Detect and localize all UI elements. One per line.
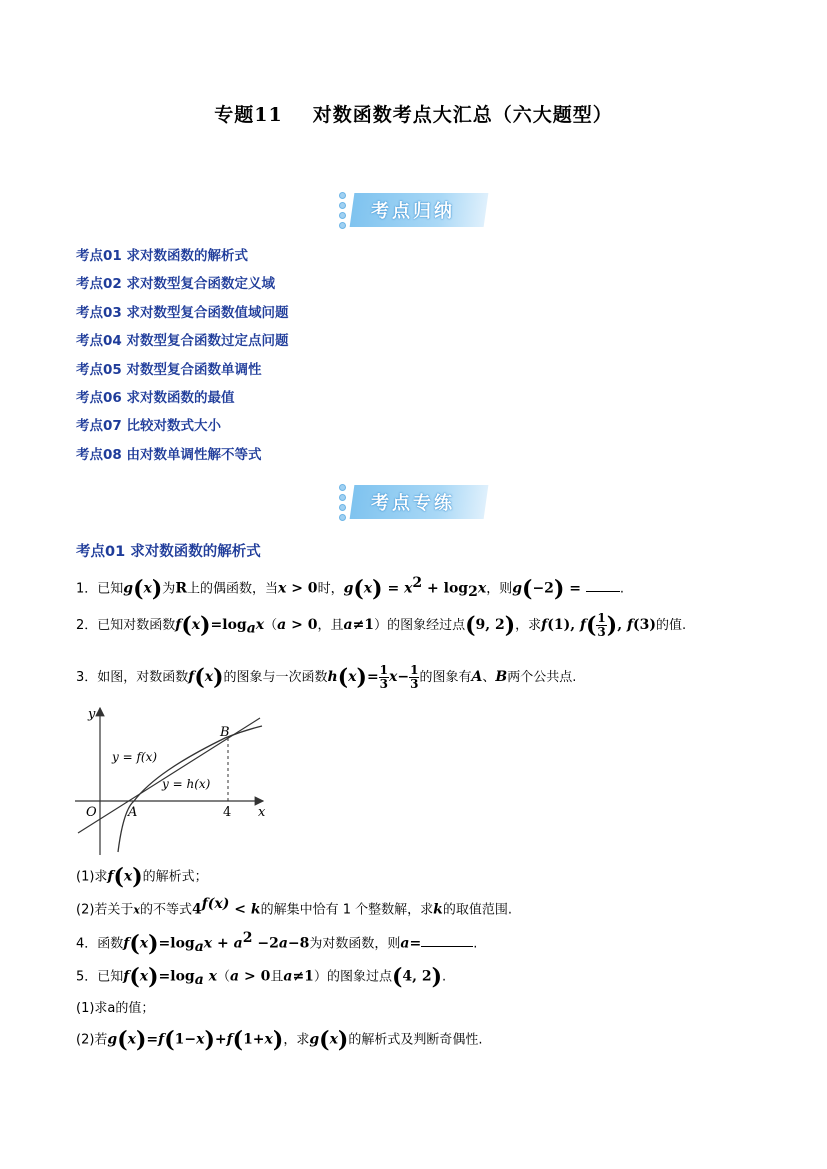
- toc-item[interactable]: 考点08 由对数单调性解不等式: [76, 446, 262, 463]
- banner-summary: [338, 188, 490, 232]
- y-label: y: [88, 707, 96, 722]
- origin-label: O: [86, 805, 97, 820]
- answer-blank[interactable]: [421, 946, 473, 947]
- linear-line: [78, 718, 260, 833]
- x-label: x: [258, 805, 266, 820]
- question-5-part-1: (1)求a的值；: [76, 1001, 155, 1016]
- question-3: 3．如图，对数函数f(x)的图象与一次函数h(x)= $\frac{1}{3}$ x− $\frac{1}{3}$ 的图象有A、B两个公共点.: [76, 663, 577, 691]
- point-b-label: B: [220, 725, 230, 740]
- banner-summary-label: 考点归纳: [371, 201, 455, 222]
- toc-list: [76, 246, 289, 473]
- point-a-label: A: [128, 805, 138, 820]
- toc-item[interactable]: 考点05 对数型复合函数单调性: [76, 361, 262, 378]
- toc-item[interactable]: 考点01 求对数函数的解析式: [76, 248, 248, 264]
- question-3-part-1: (1)求f(x)的解析式；: [76, 864, 208, 890]
- toc-item[interactable]: 考点03 求对数型复合函数值域问题: [76, 304, 289, 321]
- function-graph: [70, 700, 280, 860]
- hx-label: y = h(x): [162, 777, 211, 791]
- question-2: 2．已知对数函数$f(x)=\log_ax(a > 0$，且a≠1）的图象经过点(9, 2)，求f(1), f( $\frac{1}{3}$ ), f(3)的值.: [76, 611, 687, 639]
- question-3-part-2: (2)若关于x的不等式$4^{f(x)} < k$的解集中恰有 1 个整数解，求k的取值范围.: [76, 896, 512, 918]
- question-1: 1．已知g(x)为R上的偶函数，当x > 0时，$g(x) = x^2 + \log_2x$，则g(−2) = .: [76, 575, 624, 602]
- page-title: 专题11 对数函数考点大汇总（六大题型）: [214, 104, 613, 126]
- question-5: 5．已知$f(x)=\log_a$ x（a > 0且a≠1）的图象过点(4, 2).: [76, 964, 447, 990]
- answer-blank[interactable]: [586, 591, 620, 592]
- banner-practice-label: 考点专练: [371, 493, 455, 514]
- section-heading: 考点01 求对数函数的解析式: [76, 544, 261, 560]
- toc-item[interactable]: 考点06 求对数函数的最值: [76, 389, 235, 406]
- toc-item[interactable]: 考点02 求对数型复合函数定义域: [76, 276, 275, 293]
- question-5-part-2: (2)若g(x)=f(1−x)+f(1+x)，求g(x)的解析式及判断奇偶性.: [76, 1027, 483, 1053]
- fx-label: y = f(x): [112, 750, 158, 764]
- toc-item[interactable]: 考点04 对数型复合函数过定点问题: [76, 333, 289, 350]
- toc-item[interactable]: 考点07 比较对数式大小: [76, 418, 221, 435]
- tick-four-label: 4: [223, 805, 232, 820]
- question-4: 4．函数$f(x)=\log_ax + a^2 -2a-8$为对数函数，则a= .: [76, 930, 478, 957]
- banner-practice: [338, 480, 490, 524]
